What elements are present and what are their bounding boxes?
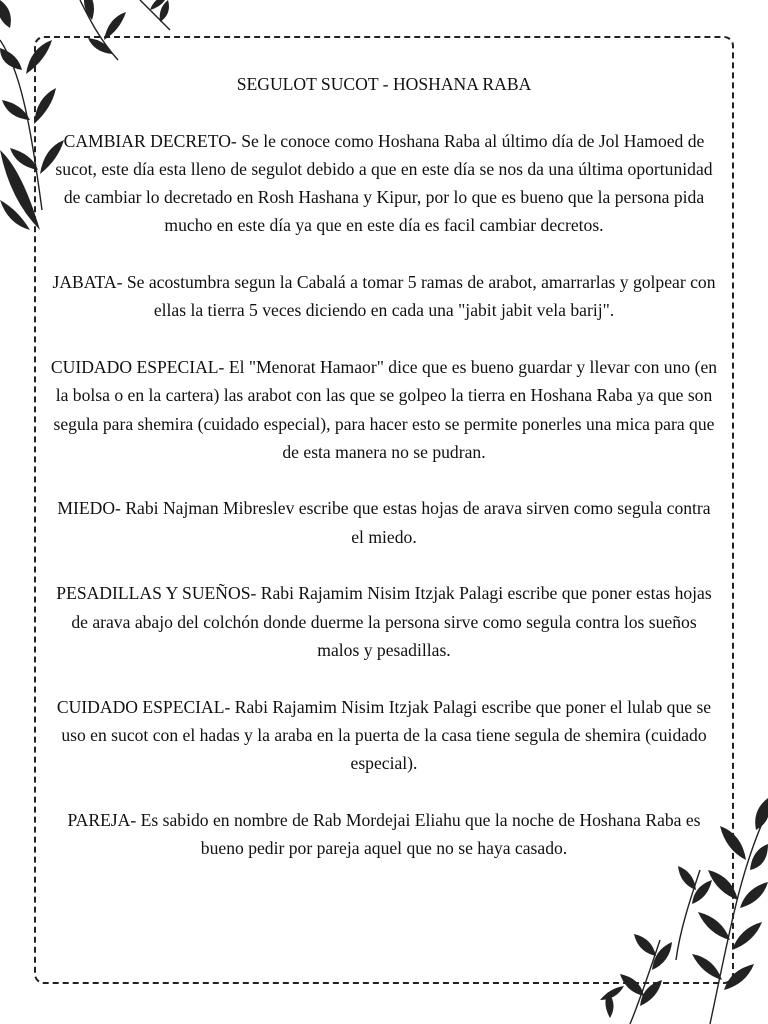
document-title: SEGULOT SUCOT - HOSHANA RABA bbox=[236, 74, 532, 94]
section-heading: CUIDADO ESPECIAL- bbox=[56, 696, 231, 717]
section-heading: JABATA- bbox=[52, 272, 123, 293]
section-text: Rabi Najman Mibreslev escribe que estas hojas de arava sirven como segula contra el miedo. bbox=[120, 498, 711, 547]
section-miedo bbox=[50, 494, 718, 551]
section-text: Rabi Rajamim Nisim Itzjak Palagi escribe que poner estas hojas de arava abajo del colchón donde duerme la persona sirve como segula contra los sueños malos y pesadillas. bbox=[71, 583, 712, 660]
section-cuidado-especial-1 bbox=[50, 353, 718, 466]
section-heading: CUIDADO ESPECIAL- bbox=[50, 356, 225, 377]
document-body bbox=[50, 70, 718, 891]
section-text: El "Menorat Hamaor" dice que es bueno guardar y llevar con uno (en la bolsa o en la cartera) las arabot con las que se golpeo la tierra en Hoshana Raba ya que son segula para shemira (cuidado especial), para hacer esto se permite ponerles una mica para que de esta manera no se pudran. bbox=[53, 356, 718, 462]
section-text: Se acostumbra segun la Cabalá a tomar 5 ramas de arabot, amarrarlas y golpear con ellas la tierra 5 veces diciendo en cada una "jabit jabit vela barij". bbox=[122, 272, 716, 321]
section-cuidado-especial-2 bbox=[50, 693, 718, 778]
section-heading: MIEDO- bbox=[57, 498, 121, 519]
section-text: Es sabido en nombre de Rab Mordejai Eliahu que la noche de Hoshana Raba es bueno pedir por pareja aquel que no se haya casado. bbox=[136, 809, 701, 859]
section-pareja bbox=[50, 806, 718, 863]
section-text: Rabi Rajamim Nisim Itzjak Palagi escribe que poner el lulab que se uso en sucot con el hadas y la araba en la puerta de la casa tiene segula de shemira (cuidado especial). bbox=[61, 696, 712, 774]
section-heading: PESADILLAS Y SUEÑOS- bbox=[56, 583, 257, 604]
section-pesadillas bbox=[50, 579, 718, 664]
section-heading: PAREJA- bbox=[67, 809, 137, 830]
section-cambiar-decreto bbox=[50, 127, 718, 240]
section-text: Se le conoce como Hoshana Raba al último día de Jol Hamoed de sucot, este día esta lleno de segulot debido a que en este día se nos da una última oportunidad de cambiar lo decretado en Rosh Hashana y Kipur, por lo que es bueno que la persona pida mucho en este día ya que en este día es facil cambiar decretos. bbox=[55, 130, 713, 236]
section-jabata bbox=[50, 268, 718, 325]
section-heading: CAMBIAR DECRETO- bbox=[63, 130, 237, 151]
